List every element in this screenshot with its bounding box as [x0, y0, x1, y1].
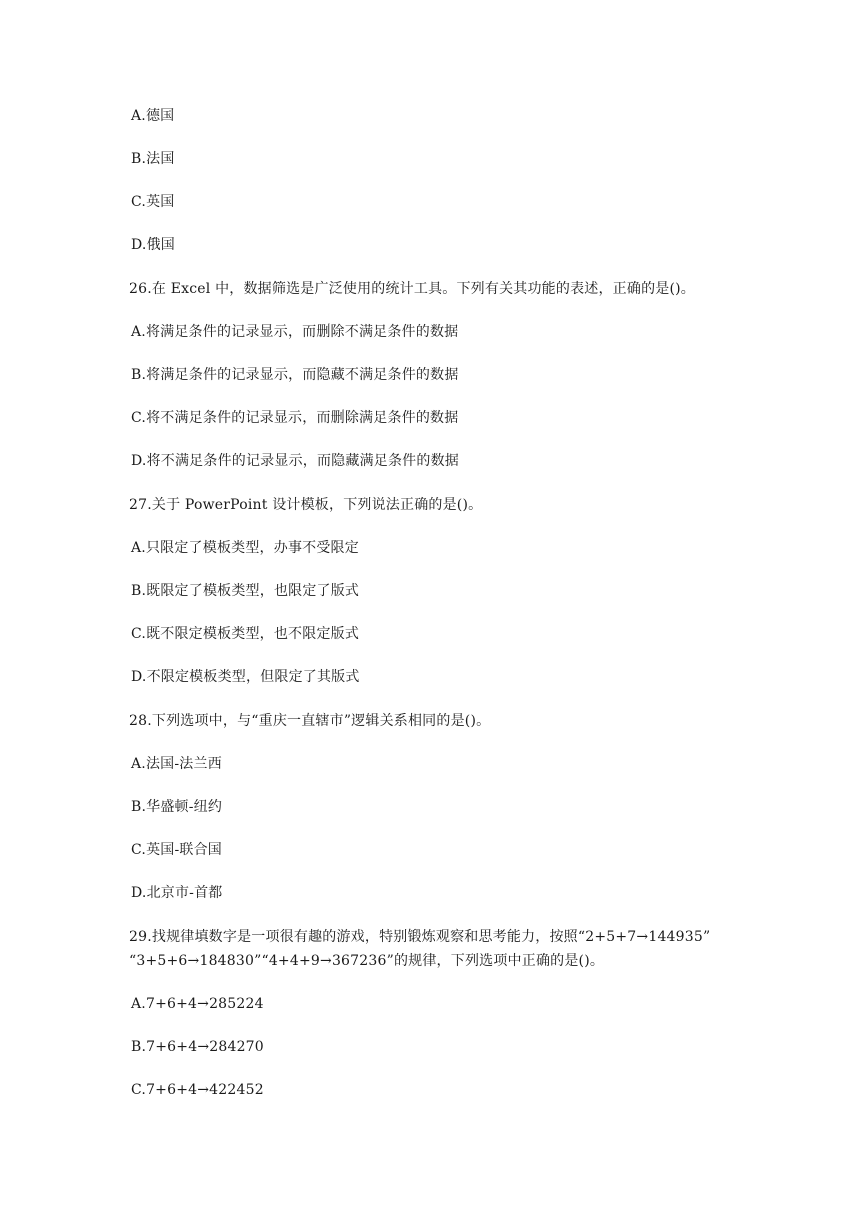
- option-b-q28: B.华盛顿-纽约: [131, 799, 223, 815]
- option-c-q25: C.英国: [131, 194, 175, 210]
- option-a-q25: A.德国: [131, 108, 175, 124]
- option-d-q28: D.北京市-首都: [131, 885, 223, 901]
- option-b-q29: B.7+6+4→284270: [131, 1039, 264, 1055]
- question-29-line-2: “3+5+6→184830”“4+4+9→367236”的规律，下列选项中正确的是()。: [129, 953, 605, 969]
- option-b-q25: B.法国: [131, 151, 175, 167]
- option-a-q28: A.法国-法兰西: [131, 756, 222, 772]
- question-26: 26.在 Excel 中，数据筛选是广泛使用的统计工具。下列有关其功能的表述，正确的是()。: [129, 281, 696, 297]
- option-c-q27: C.既不限定模板类型，也不限定版式: [131, 626, 360, 642]
- option-d-q27: D.不限定模板类型，但限定了其版式: [131, 669, 360, 685]
- option-c-q28: C.英国-联合国: [131, 842, 222, 858]
- option-b-q26: B.将满足条件的记录显示，而隐藏不满足条件的数据: [131, 367, 459, 383]
- option-a-q27: A.只限定了模板类型，办事不受限定: [131, 540, 359, 556]
- option-c-q29: C.7+6+4→422452: [131, 1082, 264, 1098]
- option-d-q25: D.俄国: [131, 237, 175, 253]
- option-a-q29: A.7+6+4→285224: [131, 996, 264, 1012]
- option-b-q27: B.既限定了模板类型，也限定了版式: [131, 583, 360, 599]
- option-c-q26: C.将不满足条件的记录显示，而删除满足条件的数据: [131, 410, 459, 426]
- question-27: 27.关于 PowerPoint 设计模板，下列说法正确的是()。: [129, 497, 483, 513]
- question-29-line-1: 29.找规律填数字是一项很有趣的游戏，特别锻炼观察和思考能力，按照“2+5+7→144935”: [129, 929, 711, 945]
- option-d-q26: D.将不满足条件的记录显示，而隐藏满足条件的数据: [131, 453, 459, 469]
- question-28: 28.下列选项中，与“重庆一直辖市”逻辑关系相同的是()。: [129, 713, 491, 729]
- option-a-q26: A.将满足条件的记录显示，而删除不满足条件的数据: [131, 324, 459, 340]
